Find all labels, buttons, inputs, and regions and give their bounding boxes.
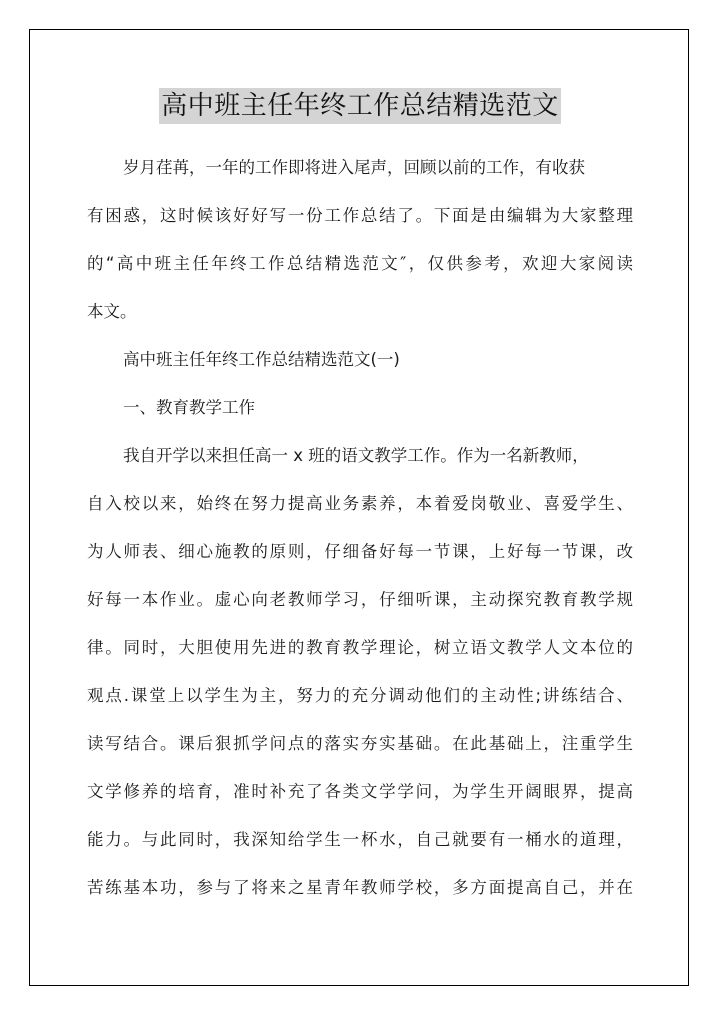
document-title: 高中班主任年终工作总结精选范文 xyxy=(159,88,561,124)
paragraph-line: 我自开学以来担任高一 x 班的语文教学工作。作为一名新教师， xyxy=(123,446,589,465)
paragraph-line: 的“高中班主任年终工作总结精选范文″，仅供参考，欢迎大家阅读 xyxy=(87,254,633,273)
document-body xyxy=(87,151,633,919)
paragraph-line: 文学修养的培育，准时补充了各类文学学问，为学生开阔眼界，提高 xyxy=(87,782,633,801)
paragraph-line: 能力。与此同时，我深知给学生一杯水，自己就要有一桶水的道理， xyxy=(87,830,633,849)
paragraph-line: 律。同时，大胆使用先进的教育教学理论，树立语文教学人文本位的 xyxy=(87,638,633,657)
section-heading: 高中班主任年终工作总结精选范文(一) xyxy=(123,350,400,369)
paragraph-line: 本文。 xyxy=(87,302,137,321)
paragraph-line: 观点.课堂上以学生为主，努力的充分调动他们的主动性;讲练结合、 xyxy=(87,686,633,705)
paragraph-line: 读写结合。课后狠抓学问点的落实夯实基础。在此基础上，注重学生 xyxy=(87,734,633,753)
paragraph-line: 好每一本作业。虚心向老教师学习，仔细听课，主动探究教育教学规 xyxy=(87,590,633,609)
subsection-heading: 一、教育教学工作 xyxy=(123,398,255,417)
paragraph-line: 有困惑，这时候该好好写一份工作总结了。下面是由编辑为大家整理 xyxy=(87,206,633,225)
paragraph-line: 岁月荏苒，一年的工作即将进入尾声，回顾以前的工作，有收获 xyxy=(123,158,585,177)
paragraph-line: 为人师表、细心施教的原则，仔细备好每一节课，上好每一节课，改 xyxy=(87,542,633,561)
paragraph-line: 苦练基本功，参与了将来之星青年教师学校，多方面提高自己，并在 xyxy=(87,878,633,897)
paragraph-line: 自入校以来，始终在努力提高业务素养，本着爱岗敬业、喜爱学生、 xyxy=(87,494,633,513)
title-container xyxy=(0,88,720,124)
